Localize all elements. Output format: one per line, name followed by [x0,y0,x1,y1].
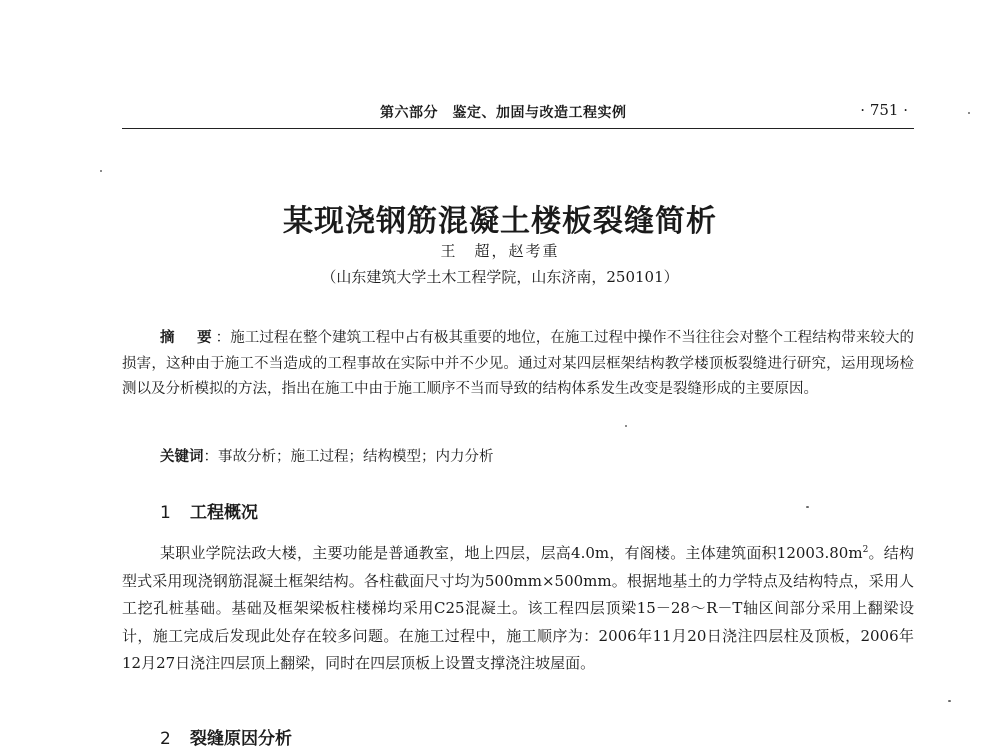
abstract-text: ：施工过程在整个建筑工程中占有极其重要的地位，在施工过程中操作不当往往会对整个工程结构带来较大的损害，这种由于施工不当造成的工程事故在实际中并不少见。通过对某四层框架结构教学楼顶板裂缝进行研究，运用现场检测以及分析模拟的方法，指出在施工中由于施工顺序不当而导致的结构体系发生改变是裂缝形成的主要原因。 [122,330,915,397]
keywords-text: ：事故分析；施工过程；结构模型；内力分析 [203,449,494,465]
section-number: 2 [160,729,171,749]
section-title: 工程概况 [190,503,258,523]
scan-speck [806,506,809,508]
article-title: 某现浇钢筋混凝土楼板裂缝简析 [283,204,717,239]
running-header [122,98,914,129]
scan-speck [625,425,627,427]
paragraph-text-part1: 某职业学院法政大楼，主要功能是普通教室，地上四层，层高4.0m，有阁楼。主体建筑面积12003.80m [160,544,863,562]
scan-speck [100,170,102,172]
article-affiliation: （山东建筑大学土木工程学院，山东济南，250101） [321,268,679,286]
section-heading-1 [160,498,258,523]
article-authors: 王 超，赵考重 [440,242,560,260]
keywords [160,446,914,468]
abstract [122,326,914,403]
paragraph-text-part2: 。结构型式采用现浇钢筋混凝土框架结构。各柱截面尺寸均为500mm×500mm。根据地基土的力学特点及结构特点，采用人工挖孔桩基础。基础及框架梁板柱楼梯均采用C25混凝土。该工程四层顶梁15－28～R－T轴区间部分采用上翻梁设计，施工完成后发现此处存在较多问题。在施工过程中，施工顺序为：2006年11月20日浇注四层柱及顶板，2006年12月27日浇注四层顶上翻梁，同时在四层顶板上设置支撑浇注坡屋面。 [122,544,914,672]
page-number: · 751 · [860,101,908,119]
scan-speck [968,112,970,114]
running-title: 第六部分 鉴定、加固与改造工程实例 [380,105,627,121]
section-number: 1 [160,503,171,523]
section-1-paragraph [122,540,914,678]
section-heading-2 [160,724,292,749]
keywords-label: 关键词 [160,449,204,465]
section-title: 裂缝原因分析 [190,729,292,749]
abstract-label: 摘 要 [160,330,216,346]
scan-speck [948,700,951,702]
superscript: 2 [862,545,869,555]
